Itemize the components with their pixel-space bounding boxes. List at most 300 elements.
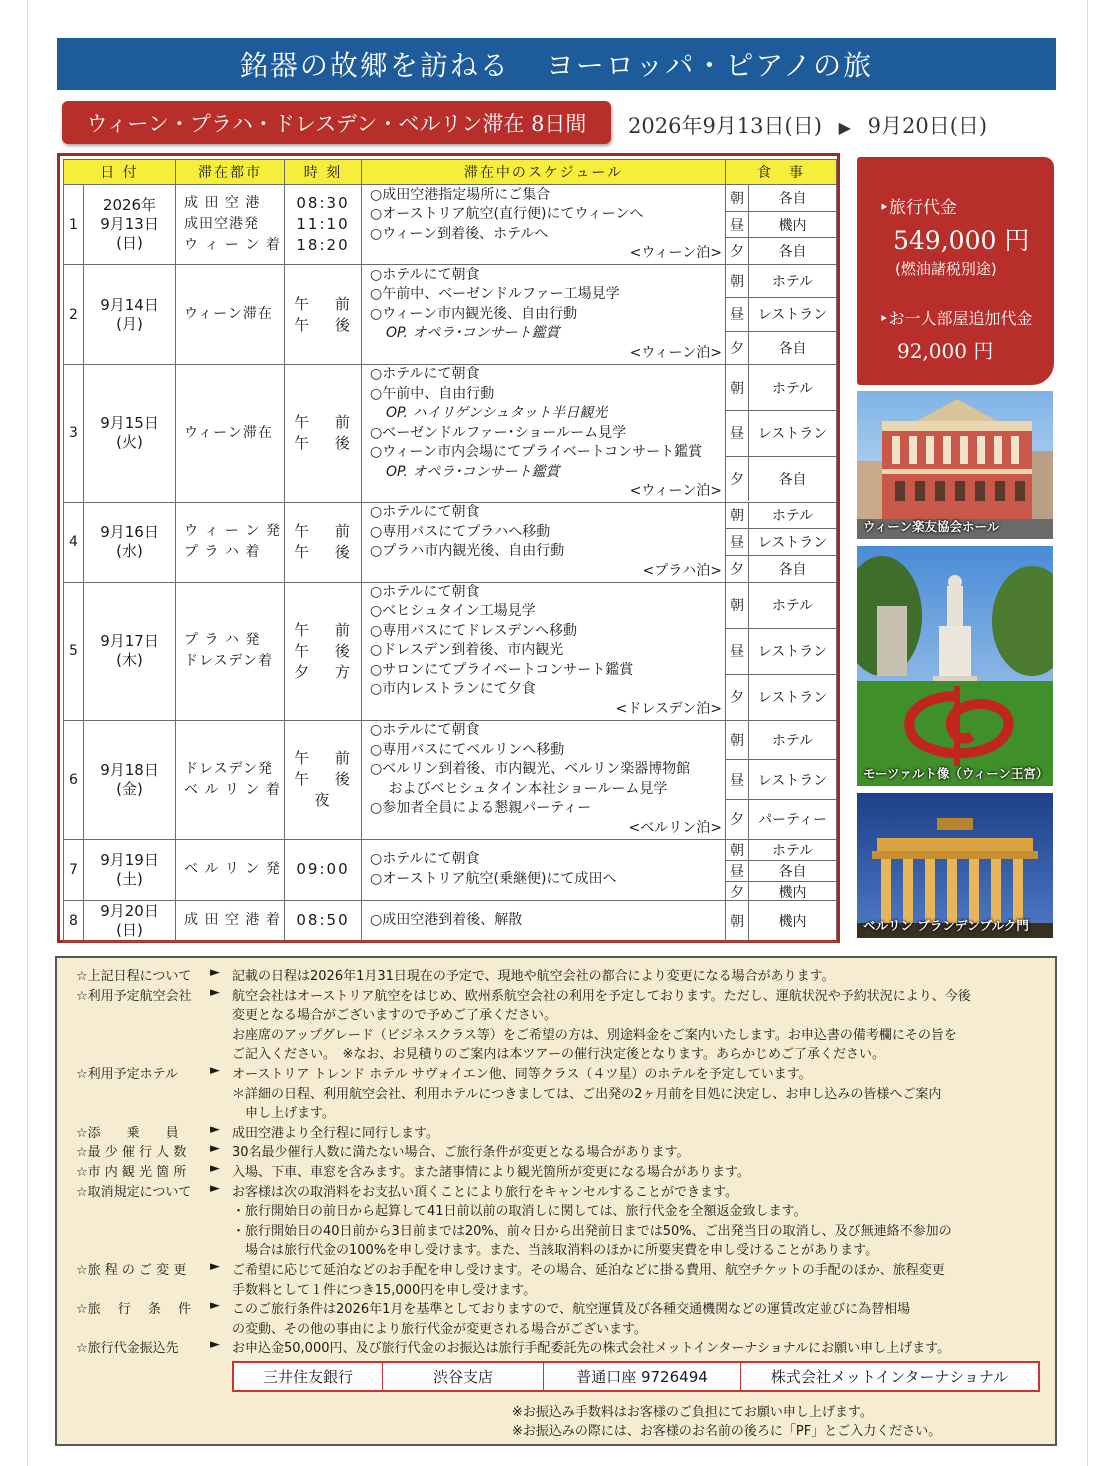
- date-line: 9月19日: [100, 850, 159, 869]
- meal-type: 朝: [726, 185, 749, 211]
- meal-row: [726, 721, 836, 760]
- note-text: 手数料として１件につき15,000円を申し受けます。: [232, 1282, 537, 1298]
- date-from: 2026年9月13日(日): [628, 114, 822, 138]
- date-line: (木): [116, 651, 143, 669]
- time-line: 08:30: [296, 194, 350, 212]
- optional-tour: OP. ハイリゲンシュタット半日観光: [386, 405, 608, 421]
- schedule-line: ○専用バスにてベルリンへ移動: [370, 741, 565, 758]
- schedule-detail: [362, 365, 726, 503]
- note-label: [76, 1161, 226, 1180]
- meal-value: レストラン: [757, 426, 828, 443]
- schedule-line: ○ホテルにて朝食: [370, 366, 480, 382]
- meal-value: ホテル: [771, 732, 814, 749]
- meal-value: 機内: [778, 217, 807, 234]
- footnote-fee: ※お振込み手数料はお客様のご負担にてお願い申し上げます。: [512, 1405, 873, 1420]
- schedule-line: ○午前中、自由行動: [370, 385, 495, 402]
- schedule-header-row: [64, 160, 837, 185]
- overnight-city: <プラハ泊>: [642, 562, 723, 579]
- note-text: お座席のアップグレード（ビジネスクラス等）をご希望の方は、別途料金をご案内いたします。お申込書の備考欄にその旨を: [232, 1027, 957, 1043]
- city-line: ベ ル リ ン 発: [184, 861, 281, 877]
- meal-row: [726, 840, 836, 860]
- photo-caption-musikverein: ウィーン楽友協会ホール: [863, 519, 1000, 534]
- tour-dates: [628, 110, 987, 140]
- meal-row: [726, 237, 836, 264]
- day-number: 5: [64, 582, 84, 720]
- optional-tour: OP. オペラ･コンサート鑑賞: [386, 463, 560, 480]
- meals-cell: [726, 839, 837, 900]
- stay-city: [176, 502, 285, 582]
- schedule-row: [64, 365, 837, 503]
- time-line: 午 後: [294, 315, 352, 334]
- schedule-detail: [362, 839, 726, 900]
- city-line: 成 田 空 港 着: [184, 912, 281, 928]
- note-text: 変更となる場合がございますので予めご了承ください。: [232, 1008, 558, 1024]
- schedule-line: ○プラハ市内観光後、自由行動: [370, 543, 565, 559]
- meal-value: パーティー: [758, 812, 827, 829]
- date-line: 9月16日: [100, 523, 159, 541]
- meal-type: 夕: [726, 800, 749, 839]
- price-note: (燃油諸税別途): [895, 260, 997, 278]
- meal-row: [726, 555, 836, 582]
- note-label-text: ☆旅 程 の ご 変 更: [76, 1263, 187, 1278]
- arrow-icon: ►: [210, 1141, 220, 1157]
- note-text: ご希望に応じて延泊などのお手配を申し受けます。その場合、延泊などに掛る費用、航空チケットの手配のほか、旅程変更: [232, 1263, 945, 1278]
- note-label-text: ☆取消規定について: [76, 1184, 192, 1200]
- schedule-row: [64, 502, 837, 582]
- meals-cell: [726, 720, 837, 839]
- schedule-line: ○ウィーン到着後、ホテルへ: [370, 225, 549, 242]
- schedule-line: ○市内レストランにて夕食: [370, 681, 536, 698]
- title-left: 銘器の故郷を訪ねる: [239, 49, 510, 82]
- meals-list: [726, 901, 836, 941]
- time-line: 午 前: [294, 522, 352, 540]
- note-label-text: ☆利用予定ホテル: [76, 1067, 179, 1082]
- meal-row: [726, 503, 836, 529]
- meal-row: [726, 528, 836, 555]
- day-date: [84, 265, 176, 365]
- day-date: [84, 839, 176, 900]
- arrow-right-icon: ▶: [838, 118, 851, 137]
- meal-row: [726, 297, 836, 330]
- note-text: ・旅行開始日の前日から起算して41日前以前の取消しに関しては、旅行代金を全額返金致します。: [232, 1204, 807, 1220]
- arrow-icon: ►: [210, 1161, 220, 1176]
- meal-type: 昼: [726, 298, 749, 330]
- meal-value: 各自: [778, 244, 807, 261]
- time-line: 夜: [314, 791, 332, 809]
- tour-subtitle: ウィーン・プラハ・ドレスデン・ベルリン滞在 8日間: [62, 101, 611, 144]
- meals-cell: [726, 900, 837, 941]
- meal-type: 朝: [726, 583, 749, 628]
- schedule-line: ○ウィーン市内観光後、自由行動: [370, 305, 578, 322]
- meal-type: 朝: [726, 901, 749, 941]
- meal-value: ホテル: [771, 274, 814, 291]
- stay-city: [176, 720, 285, 839]
- schedule-line: ○サロンにてプライベートコンサート鑑賞: [370, 661, 634, 678]
- schedule-row: [64, 900, 837, 941]
- price-box: [857, 157, 1054, 385]
- time-slot: [285, 720, 362, 839]
- meal-value: 機内: [778, 884, 807, 901]
- note-label: [76, 1063, 226, 1082]
- meal-value: ホテル: [771, 842, 814, 859]
- col-date: 日 付: [64, 160, 176, 185]
- city-line: ドレスデン着: [184, 653, 274, 669]
- meal-type: 夕: [726, 675, 749, 720]
- bank-account-holder: 株式会社メットインターナショナル: [770, 1368, 1009, 1386]
- meal-value: 機内: [778, 913, 807, 930]
- note-text: 記載の日程は2026年1月31日現在の予定で、現地や航空会社の都合により変更になる場合があります。: [232, 969, 835, 984]
- arrow-icon: ►: [210, 1180, 220, 1196]
- photo-caption-mozart: モーツァルト像（ウィーン王宮）: [863, 766, 1049, 781]
- date-line: (火): [116, 433, 143, 452]
- note-text: このご旅行条件は2026年1月を基準としておりますので、航空運賃及び各種交通機関などの運賃改定並びに為替相場: [232, 1302, 911, 1318]
- time-slot: [285, 900, 362, 941]
- meal-value: レストラン: [757, 644, 828, 660]
- schedule-line: ○ベルリン到着後、市内観光、ベルリン楽器博物館: [370, 761, 691, 777]
- bank-name: 三井住友銀行: [234, 1363, 383, 1390]
- city-line: プ ラ ハ 発: [184, 632, 261, 648]
- note-label: [76, 1181, 226, 1200]
- meal-value: レストラン: [757, 772, 828, 789]
- arrow-icon: ►: [210, 1259, 220, 1274]
- overnight-city: <ベルリン泊>: [628, 819, 723, 836]
- day-date: [84, 185, 176, 265]
- note-text: ＊詳細の日程、利用航空会社、利用ホテルにつきましては、ご出発の2ヶ月前を目処に決定し、お申し込みの皆様へご案内: [232, 1086, 942, 1102]
- bank-account: [232, 1361, 1040, 1392]
- note-text: 場合は旅行代金の100%を申し受けます。また、当該取消料のほかに所要実費を申し受けることがあります。: [232, 1243, 879, 1259]
- optional-tour: OP. オペラ･コンサート鑑賞: [386, 325, 560, 342]
- schedule-line: およびベヒシュタイン本社ショールーム見学: [370, 780, 668, 797]
- meals-list: [726, 583, 836, 720]
- meal-type: 朝: [726, 721, 749, 760]
- note-text: オーストリア トレンド ホテル サヴォイエン他、同等クラス（４ツ星）のホテルを予定しています。: [232, 1067, 812, 1082]
- meal-type: 朝: [726, 840, 749, 860]
- time-line: 11:10: [296, 215, 350, 233]
- note-text: の変動、その他の事由により旅行代金が変更される場合がございます。: [232, 1321, 647, 1337]
- stay-city: [176, 185, 285, 265]
- meal-type: 夕: [726, 457, 749, 502]
- meal-row: [726, 674, 836, 720]
- date-line: 9月13日: [100, 215, 159, 233]
- day-number: 1: [64, 185, 84, 265]
- meals-cell: [726, 185, 837, 265]
- stay-city: [176, 900, 285, 941]
- mozart-image: [857, 546, 1053, 786]
- time-line: 08:50: [296, 911, 350, 929]
- meal-type: 昼: [726, 629, 749, 674]
- page-edge-right: [1087, 0, 1088, 1466]
- overnight-city: <ウィーン泊>: [629, 344, 723, 361]
- day-date: [84, 365, 176, 503]
- meal-value: ホテル: [771, 508, 814, 525]
- city-line: プ ラ ハ 着: [184, 544, 261, 560]
- date-to: 9月20日(日): [867, 114, 988, 138]
- time-line: 夕 方: [294, 662, 352, 681]
- meal-value: レストラン: [757, 690, 828, 706]
- time-slot: [285, 582, 362, 720]
- schedule-row: [64, 185, 837, 265]
- date-line: 9月17日: [100, 632, 159, 650]
- meal-value: レストラン: [757, 307, 828, 324]
- meals-cell: [726, 365, 837, 503]
- arrow-icon: ►: [210, 1337, 220, 1353]
- arrow-icon: ►: [210, 1121, 220, 1137]
- city-line: ウ ィ ー ン 発: [184, 523, 281, 539]
- note-text: ご記入ください。 ※なお、お見積りのご案内は本ツアーの催行決定後となります。あらかじめご了承ください。: [232, 1047, 885, 1063]
- date-line: 9月15日: [100, 414, 159, 433]
- note-label: [76, 1337, 226, 1356]
- city-line: ベ ル リ ン 着: [184, 781, 281, 798]
- stay-city: [176, 265, 285, 365]
- schedule-table: [63, 159, 837, 942]
- day-number: 8: [64, 900, 84, 941]
- schedule-line: ○ホテルにて朝食: [370, 583, 480, 600]
- col-meals: 食 事: [726, 160, 837, 185]
- day-date: [84, 720, 176, 839]
- meals-cell: [726, 582, 837, 720]
- note-text: 入場、下車、車窓を含みます。また諸事情により観光箇所が変更になる場合があります。: [232, 1165, 750, 1180]
- time-line: 午 前: [294, 749, 352, 767]
- meal-row: [726, 265, 836, 297]
- time-line: 午 前: [294, 294, 352, 313]
- schedule-line: ○オーストリア航空(直行便)にてウィーンへ: [370, 206, 644, 222]
- stay-city: [176, 582, 285, 720]
- bank-branch: 渋谷支店: [383, 1363, 544, 1390]
- arrow-icon: ►: [210, 1298, 220, 1314]
- schedule-line: ○ベーゼンドルファー･ショールーム見学: [370, 424, 627, 441]
- time-line: 午 後: [294, 770, 352, 788]
- schedule-line: ○参加者全員による懇親パーティー: [370, 800, 592, 816]
- stay-city: [176, 839, 285, 900]
- meals-cell: [726, 265, 837, 365]
- date-line: 9月18日: [100, 760, 159, 779]
- meal-value: ホテル: [771, 598, 814, 614]
- day-number: 2: [64, 265, 84, 365]
- meals-list: [726, 721, 836, 839]
- meal-type: 夕: [726, 332, 749, 364]
- city-line: ウ ィ ー ン 着: [184, 237, 281, 253]
- meal-type: 夕: [726, 882, 749, 902]
- note-label-text: ☆最 少 催 行 人 数: [76, 1145, 187, 1161]
- note-text: 成田空港より全行程に同行します。: [232, 1125, 439, 1141]
- overnight-city: <ウィーン泊>: [629, 483, 723, 499]
- schedule-line: ○専用バスにてドレスデンへ移動: [370, 622, 577, 639]
- stay-city: [176, 365, 285, 503]
- meal-type: 夕: [726, 238, 749, 264]
- meal-row: [726, 860, 836, 881]
- date-line: (日): [116, 920, 143, 939]
- day-number: 6: [64, 720, 84, 839]
- city-line: 成田空港発: [184, 216, 260, 232]
- meal-row: [726, 331, 836, 364]
- city-line: ウィーン滞在: [184, 424, 273, 441]
- schedule-row: [64, 839, 837, 900]
- note-label-text: ☆利用予定航空会社: [76, 988, 192, 1004]
- photo-musikverein: [857, 391, 1053, 539]
- note-label-text: ☆旅 行 条 件: [76, 1302, 192, 1318]
- time-line: 18:20: [296, 236, 350, 254]
- schedule-line: ○専用バスにてプラハへ移動: [370, 523, 551, 540]
- meal-type: 昼: [726, 760, 749, 799]
- note-label: [76, 965, 226, 984]
- schedule-line: ○ホテルにて朝食: [370, 851, 480, 867]
- schedule-row: [64, 720, 837, 839]
- schedule-detail: [362, 900, 726, 941]
- photo-caption-brandenburg: ベルリン ブランデンブルク門: [863, 918, 1029, 933]
- note-label-text: ☆市 内 観 光 箇 所: [76, 1165, 187, 1180]
- time-line: 午 後: [294, 641, 352, 660]
- meal-value: 各自: [778, 340, 807, 357]
- time-slot: [285, 365, 362, 503]
- day-number: 4: [64, 502, 84, 582]
- day-date: [84, 582, 176, 720]
- meals-list: [726, 503, 836, 582]
- schedule-detail: [362, 582, 726, 720]
- time-line: 午 後: [294, 434, 352, 453]
- meal-value: 各自: [778, 561, 807, 578]
- title-right: ヨーロッパ・ピアノの旅: [545, 49, 874, 82]
- time-line: 午 前: [294, 620, 352, 639]
- overnight-city: <ドレスデン泊>: [615, 700, 723, 717]
- time-slot: [285, 265, 362, 365]
- city-line: ドレスデン発: [184, 760, 274, 777]
- meals-cell: [726, 502, 837, 582]
- note-label: [76, 1141, 226, 1160]
- schedule-line: ○ホテルにて朝食: [370, 266, 480, 283]
- meals-list: [726, 265, 836, 364]
- day-date: [84, 502, 176, 582]
- meals-list: [726, 840, 836, 900]
- arrow-icon: ►: [210, 1063, 220, 1078]
- date-line: 9月14日: [100, 295, 159, 314]
- note-text: お申込金50,000円、及び旅行代金のお振込は旅行手配委託先の株式会社メットインターナショナルにお願い申し上げます。: [232, 1341, 951, 1357]
- note-label-text: ☆添 乗 員: [76, 1125, 179, 1141]
- col-city: 滞在都市: [176, 160, 285, 185]
- price-label: ‣旅行代金: [879, 198, 958, 218]
- note-label: [76, 1122, 226, 1141]
- meals-list: [726, 185, 836, 264]
- schedule-line: ○ホテルにて朝食: [370, 504, 480, 520]
- schedule-line: ○ベヒシュタイン工場見学: [370, 603, 536, 620]
- meal-type: 朝: [726, 503, 749, 529]
- meal-row: [726, 410, 836, 456]
- day-date: [84, 900, 176, 941]
- time-line: 午 後: [294, 543, 352, 561]
- note-text: お客様は次の取消料をお支払い頂くことにより旅行をキャンセルすることができます。: [232, 1184, 738, 1200]
- date-line: (日): [116, 234, 143, 252]
- col-time: 時 刻: [285, 160, 362, 185]
- schedule-detail: [362, 265, 726, 365]
- meal-row: [726, 901, 836, 941]
- date-line: 9月20日: [100, 901, 159, 920]
- meal-row: [726, 365, 836, 410]
- col-schedule: 滞在中のスケジュール: [362, 160, 726, 185]
- meals-list: [726, 365, 836, 501]
- meal-row: [726, 628, 836, 674]
- meal-type: 夕: [726, 556, 749, 582]
- date-line: (月): [116, 314, 143, 333]
- schedule-line: ○ホテルにて朝食: [370, 722, 480, 738]
- schedule-line: ○ウィーン市内会場にてプライベートコンサート鑑賞: [370, 444, 703, 460]
- arrow-icon: ►: [210, 984, 220, 1000]
- time-line: 09:00: [296, 860, 350, 878]
- title-banner: [57, 38, 1056, 90]
- meal-row: [726, 185, 836, 211]
- note-text: 航空会社はオーストリア航空をはじめ、欧州系航空会社の利用を予定しております。ただし、運航状況や予約状況により、今後: [232, 988, 971, 1004]
- city-line: 成 田 空 港: [184, 195, 261, 211]
- footnote-pf: ※お振込みの際には、お客様のお名前の後ろに「PF」とご入力ください。: [512, 1424, 942, 1439]
- meal-row: [726, 799, 836, 839]
- single-supplement-amount: 92,000 円: [897, 339, 994, 363]
- meal-value: ホテル: [771, 380, 814, 397]
- meal-value: レストラン: [757, 535, 828, 551]
- note-text: ・旅行開始日の40日前から3日前までは20%、前々日から出発前日までは50%、ご出発当日の取消し、及び無連絡不参加の: [232, 1223, 952, 1239]
- meal-value: 各自: [778, 471, 807, 488]
- schedule-line: ○成田空港指定場所にご集合: [370, 186, 551, 203]
- date-line: (土): [116, 869, 143, 888]
- meal-row: [726, 759, 836, 799]
- photo-mozart: [857, 546, 1053, 786]
- note-text: 申し上げます。: [232, 1106, 335, 1122]
- bank-account-number: 普通口座 9726494: [544, 1363, 741, 1390]
- meal-type: 昼: [726, 212, 749, 238]
- time-slot: [285, 502, 362, 582]
- photo-brandenburg: [857, 793, 1053, 938]
- date-line: (水): [116, 542, 143, 560]
- note-label-text: ☆上記日程について: [76, 969, 192, 984]
- meal-value: 各自: [778, 863, 807, 880]
- meal-type: 昼: [726, 529, 749, 555]
- note-label: [76, 1259, 226, 1278]
- day-number: 3: [64, 365, 84, 503]
- schedule-detail: [362, 502, 726, 582]
- meal-type: 朝: [726, 365, 749, 410]
- schedule-line: ○ドレスデン到着後、市内観光: [370, 642, 564, 659]
- single-supplement-label: ‣お一人部屋追加代金: [879, 309, 1033, 328]
- meal-type: 朝: [726, 265, 749, 297]
- schedule-line: ○成田空港到着後、解散: [370, 911, 523, 928]
- meal-type: 昼: [726, 411, 749, 456]
- meal-value: 各自: [778, 190, 807, 207]
- price-amount: 549,000 円: [893, 226, 1030, 255]
- schedule-detail: [362, 185, 726, 265]
- time-line: 午 前: [294, 413, 352, 432]
- schedule-detail: [362, 720, 726, 839]
- schedule-line: ○オーストリア航空(乗継便)にて成田へ: [370, 870, 617, 887]
- schedule-row: [64, 265, 837, 365]
- time-slot: [285, 839, 362, 900]
- meal-row: [726, 211, 836, 238]
- note-text: 30名最少催行人数に満たない場合、ご旅行条件が変更となる場合があります。: [232, 1145, 690, 1161]
- time-slot: [285, 185, 362, 265]
- meal-row: [726, 456, 836, 502]
- note-label: [76, 1298, 226, 1317]
- date-line: (金): [116, 779, 143, 798]
- meal-row: [726, 583, 836, 628]
- overnight-city: <ウィーン泊>: [629, 245, 723, 261]
- meal-row: [726, 881, 836, 902]
- city-line: ウィーン滞在: [184, 306, 273, 322]
- note-label: [76, 985, 226, 1004]
- meal-type: 昼: [726, 861, 749, 881]
- schedule-line: ○午前中、ベーゼンドルファー工場見学: [370, 286, 620, 303]
- note-label-text: ☆旅行代金振込先: [76, 1341, 179, 1357]
- page-edge-left: [27, 0, 28, 1466]
- date-line: 2026年: [102, 196, 157, 214]
- arrow-icon: ►: [210, 965, 220, 980]
- schedule-row: [64, 582, 837, 720]
- day-number: 7: [64, 839, 84, 900]
